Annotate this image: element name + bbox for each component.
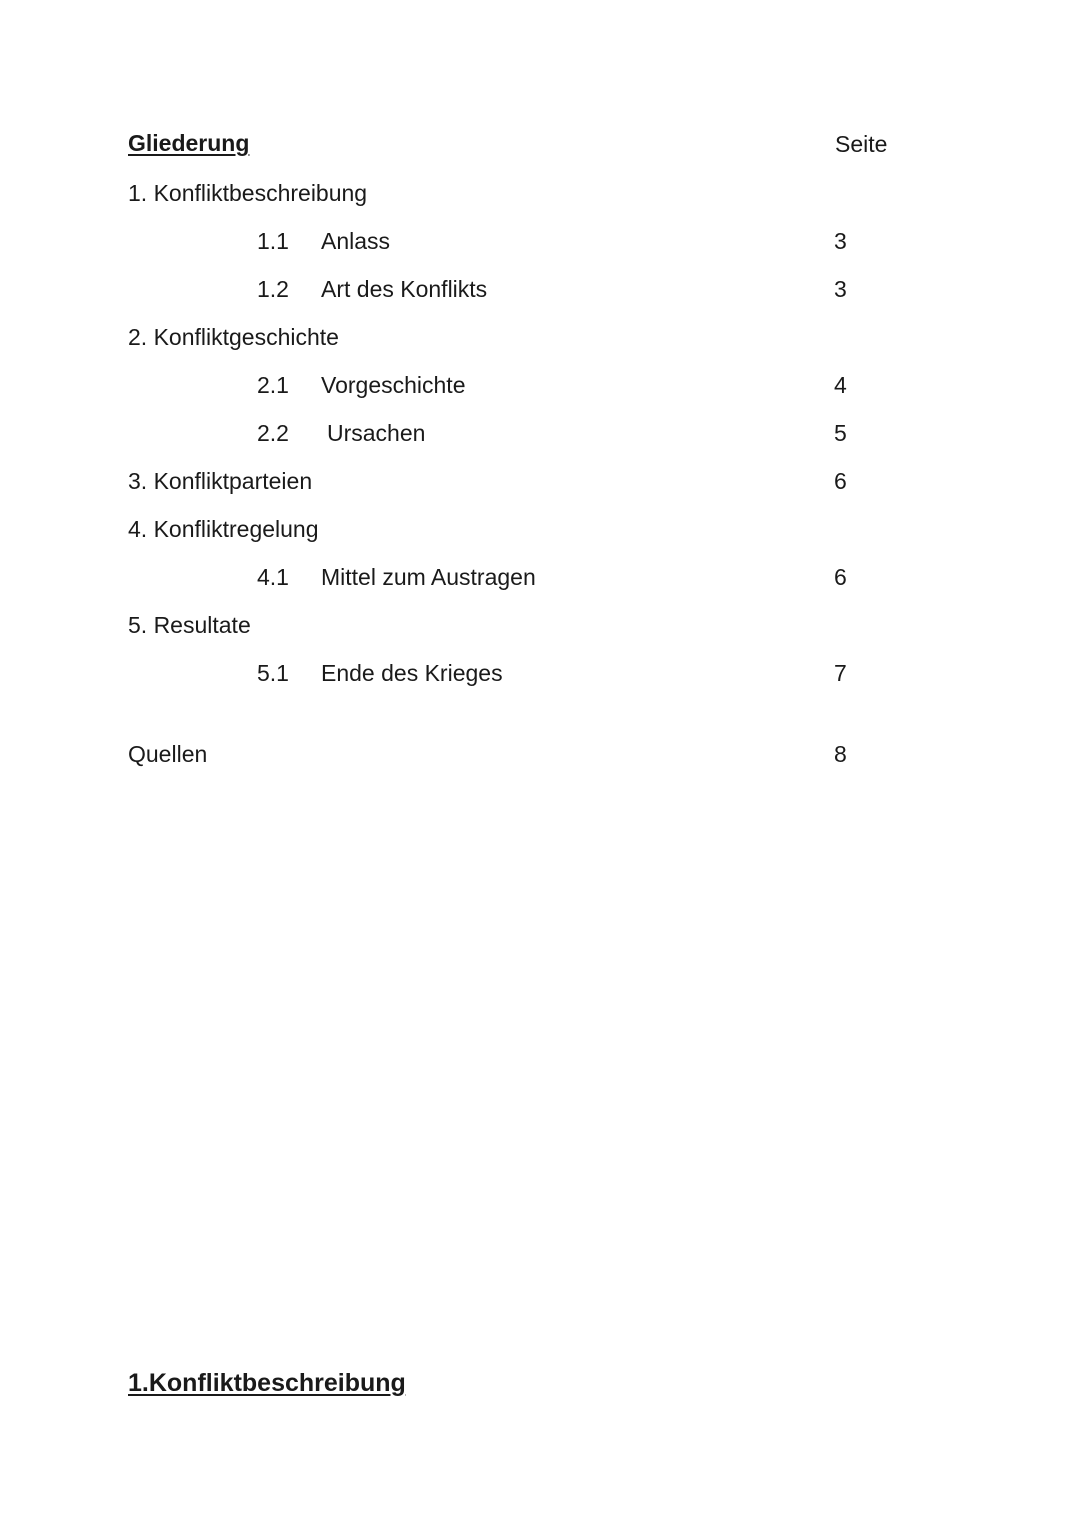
toc-entry-label: Art des Konflikts — [321, 276, 488, 302]
section-heading: 1.Konfliktbeschreibung — [128, 1369, 406, 1397]
toc-entry-konfliktparteien — [0, 466, 1080, 496]
toc-entry-ursachen — [0, 418, 1080, 448]
toc-entry-label: 5. Resultate — [128, 612, 251, 638]
toc-entry-page: 3 — [834, 228, 847, 254]
toc-entry-number: 1.2 — [257, 276, 289, 302]
toc-entry-resultate — [0, 610, 1080, 640]
toc-entry-label: 4. Konfliktregelung — [128, 516, 319, 542]
toc-entry-label: Mittel zum Austragen — [321, 564, 536, 590]
toc-entry-page: 6 — [834, 564, 847, 590]
toc-entry-konfliktregelung — [0, 514, 1080, 544]
toc-entry-number: 4.1 — [257, 564, 289, 590]
toc-entry-mittel-zum-austragen — [0, 562, 1080, 592]
toc-entry-page: 5 — [834, 420, 847, 446]
toc-entry-label: 1. Konfliktbeschreibung — [128, 180, 368, 206]
toc-entry-label: Quellen — [128, 741, 208, 767]
toc-entry-page: 3 — [834, 276, 847, 302]
toc-entry-art-des-konflikts — [0, 274, 1080, 304]
toc-entry-page: 6 — [834, 468, 847, 494]
page-column-header: Seite — [835, 131, 888, 157]
toc-entry-anlass — [0, 226, 1080, 256]
toc-entry-number: 5.1 — [257, 660, 289, 686]
toc-entry-konfliktgeschichte — [0, 322, 1080, 352]
toc-entry-label: Ursachen — [327, 420, 426, 446]
toc-title: Gliederung — [128, 130, 250, 156]
toc-entry-page: 8 — [834, 741, 847, 767]
toc-entry-number: 2.1 — [257, 372, 289, 398]
toc-entry-vorgeschichte — [0, 370, 1080, 400]
toc-entry-label: Ende des Krieges — [321, 660, 503, 686]
toc-entry-ende-des-krieges — [0, 658, 1080, 688]
toc-entry-label: Vorgeschichte — [321, 372, 466, 398]
toc-entry-label: 3. Konfliktparteien — [128, 468, 313, 494]
toc-entry-label: Anlass — [321, 228, 391, 254]
toc-entry-number: 2.2 — [257, 420, 289, 446]
toc-entry-page: 7 — [834, 660, 847, 686]
toc-entry-number: 1.1 — [257, 228, 289, 254]
toc-entry-quellen — [0, 739, 1080, 769]
toc-entry-konfliktbeschreibung — [0, 178, 1080, 208]
toc-entry-page: 4 — [834, 372, 847, 398]
toc-entry-label: 2. Konfliktgeschichte — [128, 324, 339, 350]
